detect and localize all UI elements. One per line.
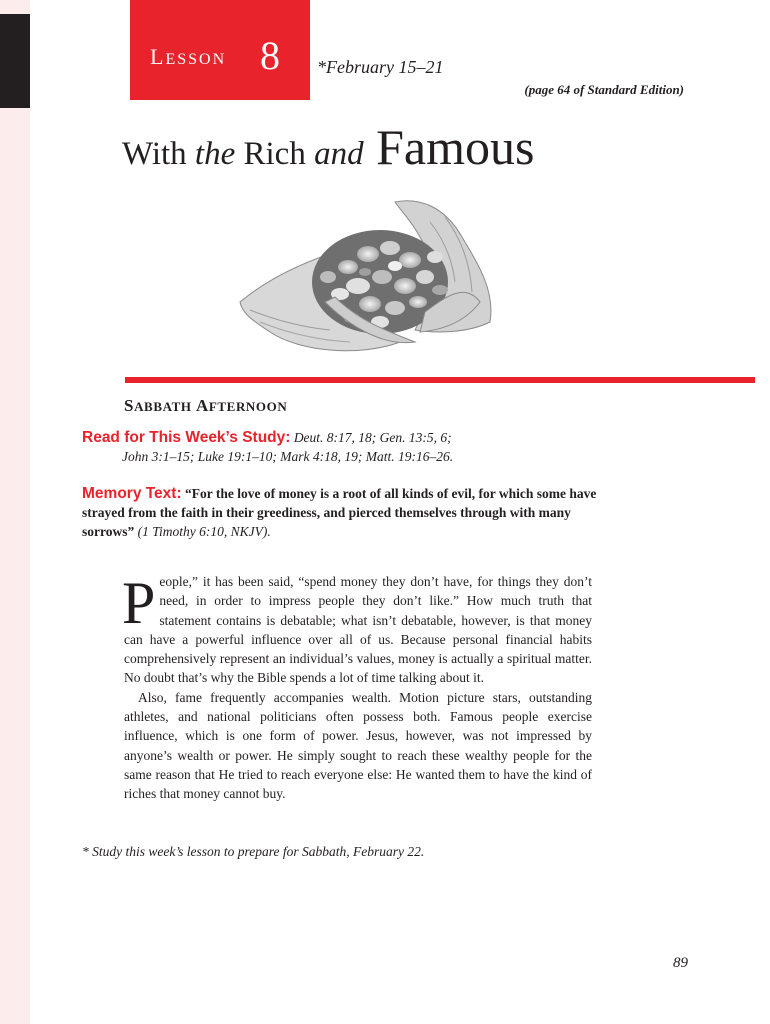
read-references-line2: John 3:1–15; Luke 19:1–10; Mark 4:18, 19; Matt. 19:16–26.: [122, 449, 454, 464]
read-for-study: [82, 428, 602, 466]
section-heading: SABBATH AFTERNOON: [124, 396, 288, 415]
lesson-label: LESSON: [150, 44, 227, 69]
memory-text-block: [82, 484, 602, 541]
left-margin-tint: [0, 0, 30, 1024]
title-part: With: [122, 136, 195, 172]
paragraph-text: eople,” it has been said, “spend money they don’t have, for things they don’t need, in order to impress people they don’t like.” How much truth that statement contains is debatable; what isn’t debatable, however, is that money can have a powerful influence over all of us. Because personal financial habits comprehensively represent an individual’s values, money is actually a spiritual matter. No doubt that’s why the Bible spends a lot of time talking about it.: [124, 574, 592, 686]
section-divider: [125, 377, 755, 383]
page-number: 89: [673, 955, 688, 971]
body-paragraph: Also, fame frequently accompanies wealth. Motion picture stars, outstanding athletes, and national politicians often possess both. Famous people exercise influence, which is one form of power. Jesus, however, was not impressed by anyone’s wealth or power. He simply sought to reach these wealthy people for the same reason that He tried to reach everyone else: He wanted them to have the kind of riches that money cannot buy.: [124, 689, 592, 802]
title-part: and: [314, 136, 364, 172]
body-paragraph: [124, 572, 592, 688]
read-references-line1: Deut. 8:17, 18; Gen. 13:5, 6;: [290, 430, 452, 445]
read-label: Read for This Week’s Study:: [82, 429, 291, 446]
memory-reference: (1 Timothy 6:10, NKJV).: [134, 524, 271, 539]
lesson-title: [122, 118, 534, 176]
page-reference: (page 64 of Standard Edition): [524, 82, 684, 97]
memory-verse: “For the love of money is a root of all kinds of evil, for which some have strayed from the faith in their greediness, and pierced themselves through with many sorrows”: [82, 486, 597, 539]
drop-cap: P: [122, 570, 156, 636]
footnote: * Study this week’s lesson to prepare for Sabbath, February 22.: [82, 844, 425, 859]
title-part: Rich: [235, 136, 315, 172]
left-tab-marker: [0, 14, 30, 108]
lesson-body: [124, 572, 592, 804]
title-part: Famous: [363, 119, 535, 175]
title-part: the: [194, 136, 236, 172]
lesson-number: 8: [260, 33, 280, 78]
lesson-dates: *February 15–21: [317, 57, 444, 77]
memory-label: Memory Text:: [82, 485, 182, 502]
coins-in-hands-illustration: [230, 182, 520, 372]
